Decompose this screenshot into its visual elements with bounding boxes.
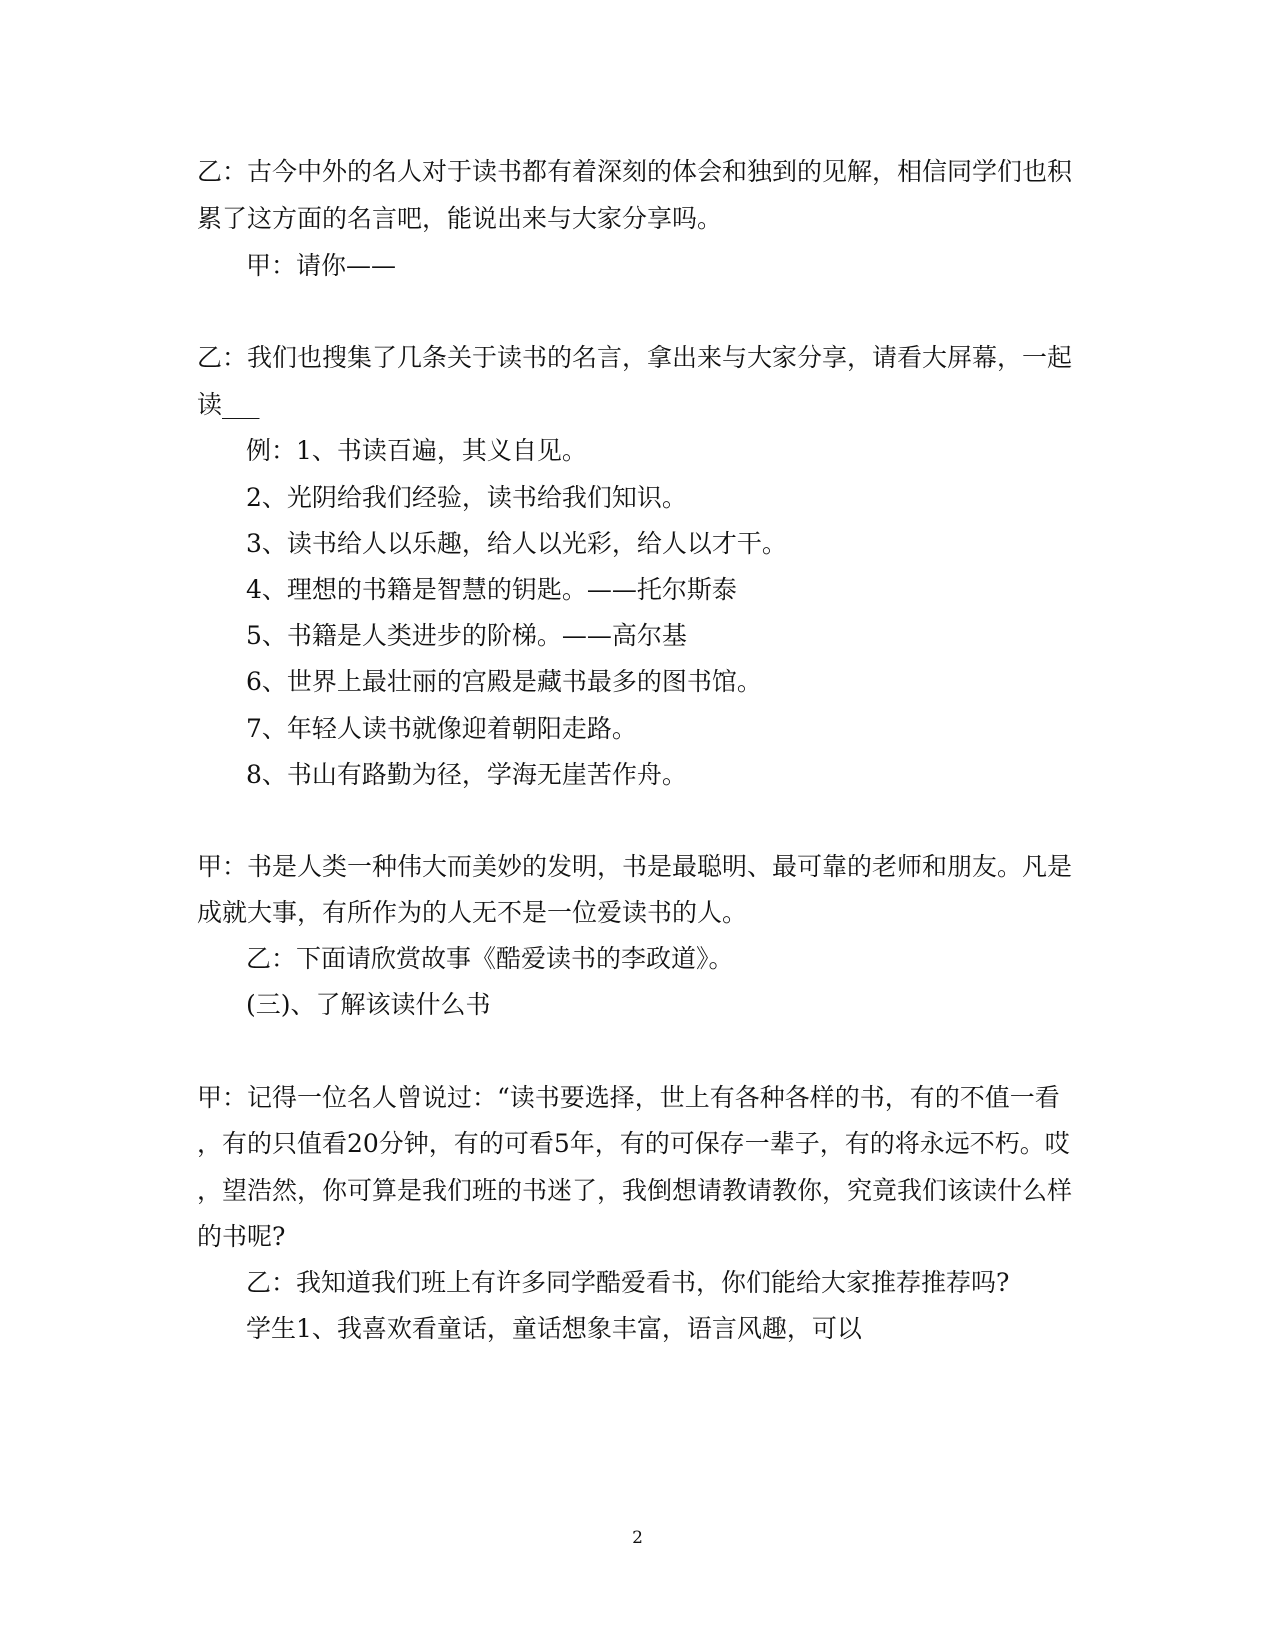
text-line: ，望浩然，你可算是我们班的书迷了，我倒想请教请教你，究竟我们该读什么样 — [197, 1176, 1073, 1205]
text-line: ，有的只值看20分钟，有的可看5年，有的可保存一辈子，有的将永远不朽。哎 — [197, 1129, 1070, 1158]
text-line: 乙：我们也搜集了几条关于读书的名言，拿出来与大家分享，请看大屏幕，一起 — [197, 343, 1073, 372]
text-line: 读___ — [197, 390, 260, 419]
text-line: 6、世界上最壮丽的宫殿是藏书最多的图书馆。 — [246, 667, 762, 696]
text-line: 的书呢? — [197, 1222, 286, 1251]
page-number: 2 — [632, 1528, 643, 1548]
text-line: 甲：请你—— — [246, 251, 397, 280]
text-line: 乙：古今中外的名人对于读书都有着深刻的体会和独到的见解，相信同学们也积 — [197, 157, 1073, 186]
text-line: 2、光阴给我们经验，读书给我们知识。 — [246, 483, 687, 512]
text-line: (三)、了解该读什么书 — [246, 990, 491, 1019]
text-line: 乙：下面请欣赏故事《酷爱读书的李政道》。 — [246, 944, 734, 973]
text-line: 3、读书给人以乐趣，给人以光彩，给人以才干。 — [246, 529, 787, 558]
text-line: 7、年轻人读书就像迎着朝阳走路。 — [246, 714, 637, 743]
text-line: 累了这方面的名言吧，能说出来与大家分享吗。 — [197, 204, 723, 233]
text-line: 成就大事，有所作为的人无不是一位爱读书的人。 — [197, 898, 748, 927]
text-line: 学生1、我喜欢看童话，童话想象丰富，语言风趣，可以 — [246, 1314, 862, 1343]
text-line: 甲：书是人类一种伟大而美妙的发明，书是最聪明、最可靠的老师和朋友。凡是 — [197, 852, 1073, 881]
text-line: 甲：记得一位名人曾说过：“读书要选择，世上有各种各样的书，有的不值一看 — [197, 1083, 1060, 1112]
text-line: 5、书籍是人类进步的阶梯。——高尔基 — [246, 621, 687, 650]
text-line: 乙：我知道我们班上有许多同学酷爱看书，你们能给大家推荐推荐吗? — [246, 1268, 1010, 1297]
text-line: 4、理想的书籍是智慧的钥匙。——托尔斯泰 — [246, 575, 737, 604]
text-line: 8、书山有路勤为径，学海无崖苦作舟。 — [246, 760, 687, 789]
text-line: 例：1、书读百遍，其义自见。 — [246, 436, 587, 465]
